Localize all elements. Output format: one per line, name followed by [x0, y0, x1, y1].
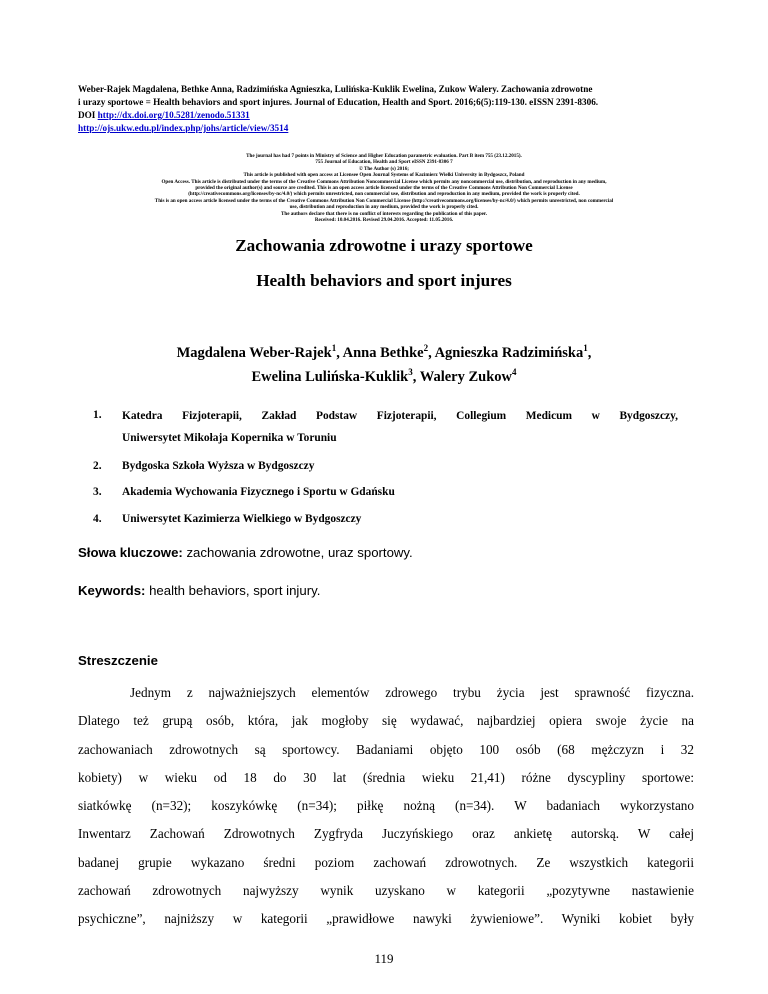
- abstract-line: Inwentarz Zachowań Zdrowotnych Zygfryda Juczyńskiego oraz ankietę autorską. W całej: [78, 826, 694, 842]
- affiliation-text-line: Katedra Fizjoterapii, Zakład Podstaw Fizjoterapii, Collegium Medicum w Bydgoszczy,: [122, 410, 678, 422]
- journal-info-line: 755 Journal of Education, Health and Sport eISSN 2391-8306 7: [315, 159, 453, 166]
- affiliation-text: Akademia Wychowania Fizycznego i Sportu w Gdańsku: [122, 486, 395, 498]
- doi-line: [78, 109, 698, 122]
- keywords-english: [78, 583, 698, 598]
- abstract-line: zachowaniach zdrowotnych są sportowcy. Badaniami objęto 100 osób (68 mężczyzn i 32: [78, 741, 694, 757]
- author-affiliation-mark: 1: [331, 343, 337, 353]
- abstract-line: Jednym z najważniejszych elementów zdrowego trybu życia jest sprawność fizyczna.: [130, 685, 694, 700]
- doi-link[interactable]: http://dx.doi.org/10.5281/zenodo.51331: [97, 110, 250, 120]
- author-affiliation-mark: 3: [408, 367, 413, 377]
- keywords-text: zachowania zdrowotne, uraz sportowy.: [182, 545, 413, 560]
- journal-info-line: The journal has had 7 points in Ministry of Science and Higher Education parametric evaluation. Part B item 755 (23.12.2015).: [246, 153, 522, 159]
- citation-line: i urazy sportowe = Health behaviors and sport injures. Journal of Education, Health and Sport. 2016;6(5):119-130. eISSN 2391-8306.: [78, 97, 599, 107]
- author-line: [0, 365, 768, 389]
- affiliation-text: [122, 405, 678, 449]
- affiliation-number: 3.: [93, 486, 102, 498]
- journal-info-line: Open Access. This article is distributed under the terms of the Creative Commons Attribution Noncommercial License which permits any noncommercial use, distribution, and reproduction in any medium,: [161, 178, 607, 185]
- abstract-line: psychiczne”, najniższy w kategorii „prawidłowe nawyki żywieniowe”. Wyniki kobiet były: [78, 911, 694, 927]
- journal-license-block: [50, 153, 718, 223]
- author-name: Ewelina Lulińska-Kuklik: [251, 369, 409, 385]
- keywords-label: Słowa kluczowe:: [78, 545, 183, 560]
- author-affiliation-mark: 2: [423, 343, 429, 353]
- abstract-line: Dlatego też grupą osób, która, jak mogłoby się wydawać, najbardziej opiera swoje życie na: [78, 713, 694, 729]
- citation-block: [78, 83, 698, 135]
- affiliation-text: Uniwersytet Kazimierza Wielkiego w Bydgoszczy: [122, 512, 362, 525]
- author-name: Walery Zukow: [419, 369, 512, 385]
- ojs-line: [78, 122, 698, 135]
- page-number: 119: [374, 951, 394, 966]
- affiliation-text-line: Uniwersytet Mikołaja Kopernika w Toruniu: [122, 432, 337, 444]
- author-separator: ,: [587, 345, 592, 361]
- author-separator: ,: [428, 345, 435, 361]
- doi-label: DOI: [78, 110, 96, 120]
- journal-info-line: This article is published with open access at Licensee Open Journal Systems of Kazimierz Wielki University in Bydgoszcz, Poland: [243, 172, 525, 179]
- journal-info-line: use, distribution and reproduction in any medium, provided the work is properly cited.: [289, 204, 479, 211]
- author-affiliation-mark: 4: [512, 367, 517, 377]
- affiliation-number: 1.: [93, 409, 102, 421]
- author-list: [0, 341, 768, 389]
- affiliation-item: [93, 509, 678, 529]
- affiliation-text: Bydgoska Szkoła Wyższa w Bydgoszczy: [122, 459, 315, 472]
- citation-line: Weber-Rajek Magdalena, Bethke Anna, Radzimińska Agnieszka, Lulińska-Kuklik Ewelina, Zukow Walery. Zachowania zdrowotne: [78, 84, 593, 94]
- journal-info-line: © The Author (s) 2016;: [358, 165, 410, 172]
- journal-info-line: provided the original author(s) and source are credited. This is an open access article licensed under the terms of the Creative Commons Attribution Non Commercial License: [195, 185, 573, 192]
- abstract-body: [78, 679, 694, 934]
- journal-info-line: (http://creativecommons.org/licenses/by-nc/4.0/) which permits unrestricted, non commercial use, distribution and reproduction in any medium, provided the work is properly cited.: [188, 191, 580, 198]
- author-separator: ,: [336, 345, 343, 361]
- affiliation-item: [93, 405, 678, 449]
- abstract-line: zachowań zdrowotnych najwyższy wynik uzyskano w kategorii „pozytywne nastawienie: [78, 883, 694, 899]
- author-name: Magdalena Weber-Rajek: [176, 345, 332, 361]
- journal-info-line: This is an open access article licensed under the terms of the Creative Commons Attribution Non Commercial License (http://creativecommons.org/licenses/by-nc/4.0/) which permits unrestricted, non commercial: [154, 197, 614, 204]
- abstract-heading: Streszczenie: [78, 653, 158, 668]
- author-separator: ,: [412, 369, 420, 385]
- affiliation-number: 4.: [93, 512, 102, 525]
- author-name: Anna Bethke: [342, 345, 424, 361]
- abstract-line: siatkówkę (n=32); koszykówkę (n=34); piłkę nożną (n=34). W badaniach wykorzystano: [78, 798, 694, 814]
- journal-info-line: Received: 10.04.2016. Revised 29.04.2016. Accepted: 11.05.2016.: [314, 217, 454, 224]
- abstract-line: badanej grupie wykazano średni poziom zachowań zdrowotnych. Ze wszystkich kategorii: [78, 854, 694, 870]
- affiliation-item: [93, 456, 678, 476]
- keywords-polish: [78, 545, 698, 560]
- keywords-label: Keywords:: [78, 583, 146, 598]
- author-name: Agnieszka Radzimińska: [434, 345, 584, 361]
- author-affiliation-mark: 1: [583, 343, 588, 353]
- ojs-article-link[interactable]: http://ojs.ukw.edu.pl/index.php/johs/article/view/3514: [78, 123, 289, 133]
- journal-info-line: The authors declare that there is no conflict of interests regarding the publication of this paper.: [280, 210, 487, 217]
- affiliation-number: 2.: [93, 459, 102, 472]
- author-line: [0, 341, 768, 365]
- keywords-text: health behaviors, sport injury.: [145, 583, 321, 598]
- title-english: Health behaviors and sport injures: [256, 271, 512, 290]
- title-polish: Zachowania zdrowotne i urazy sportowe: [235, 236, 533, 255]
- affiliation-item: [93, 482, 678, 502]
- affiliation-list: [93, 405, 678, 535]
- abstract-line: kobiety) w wieku od 18 do 30 lat (średnia wieku 21,41) różne dyscypliny sportowe:: [78, 769, 694, 785]
